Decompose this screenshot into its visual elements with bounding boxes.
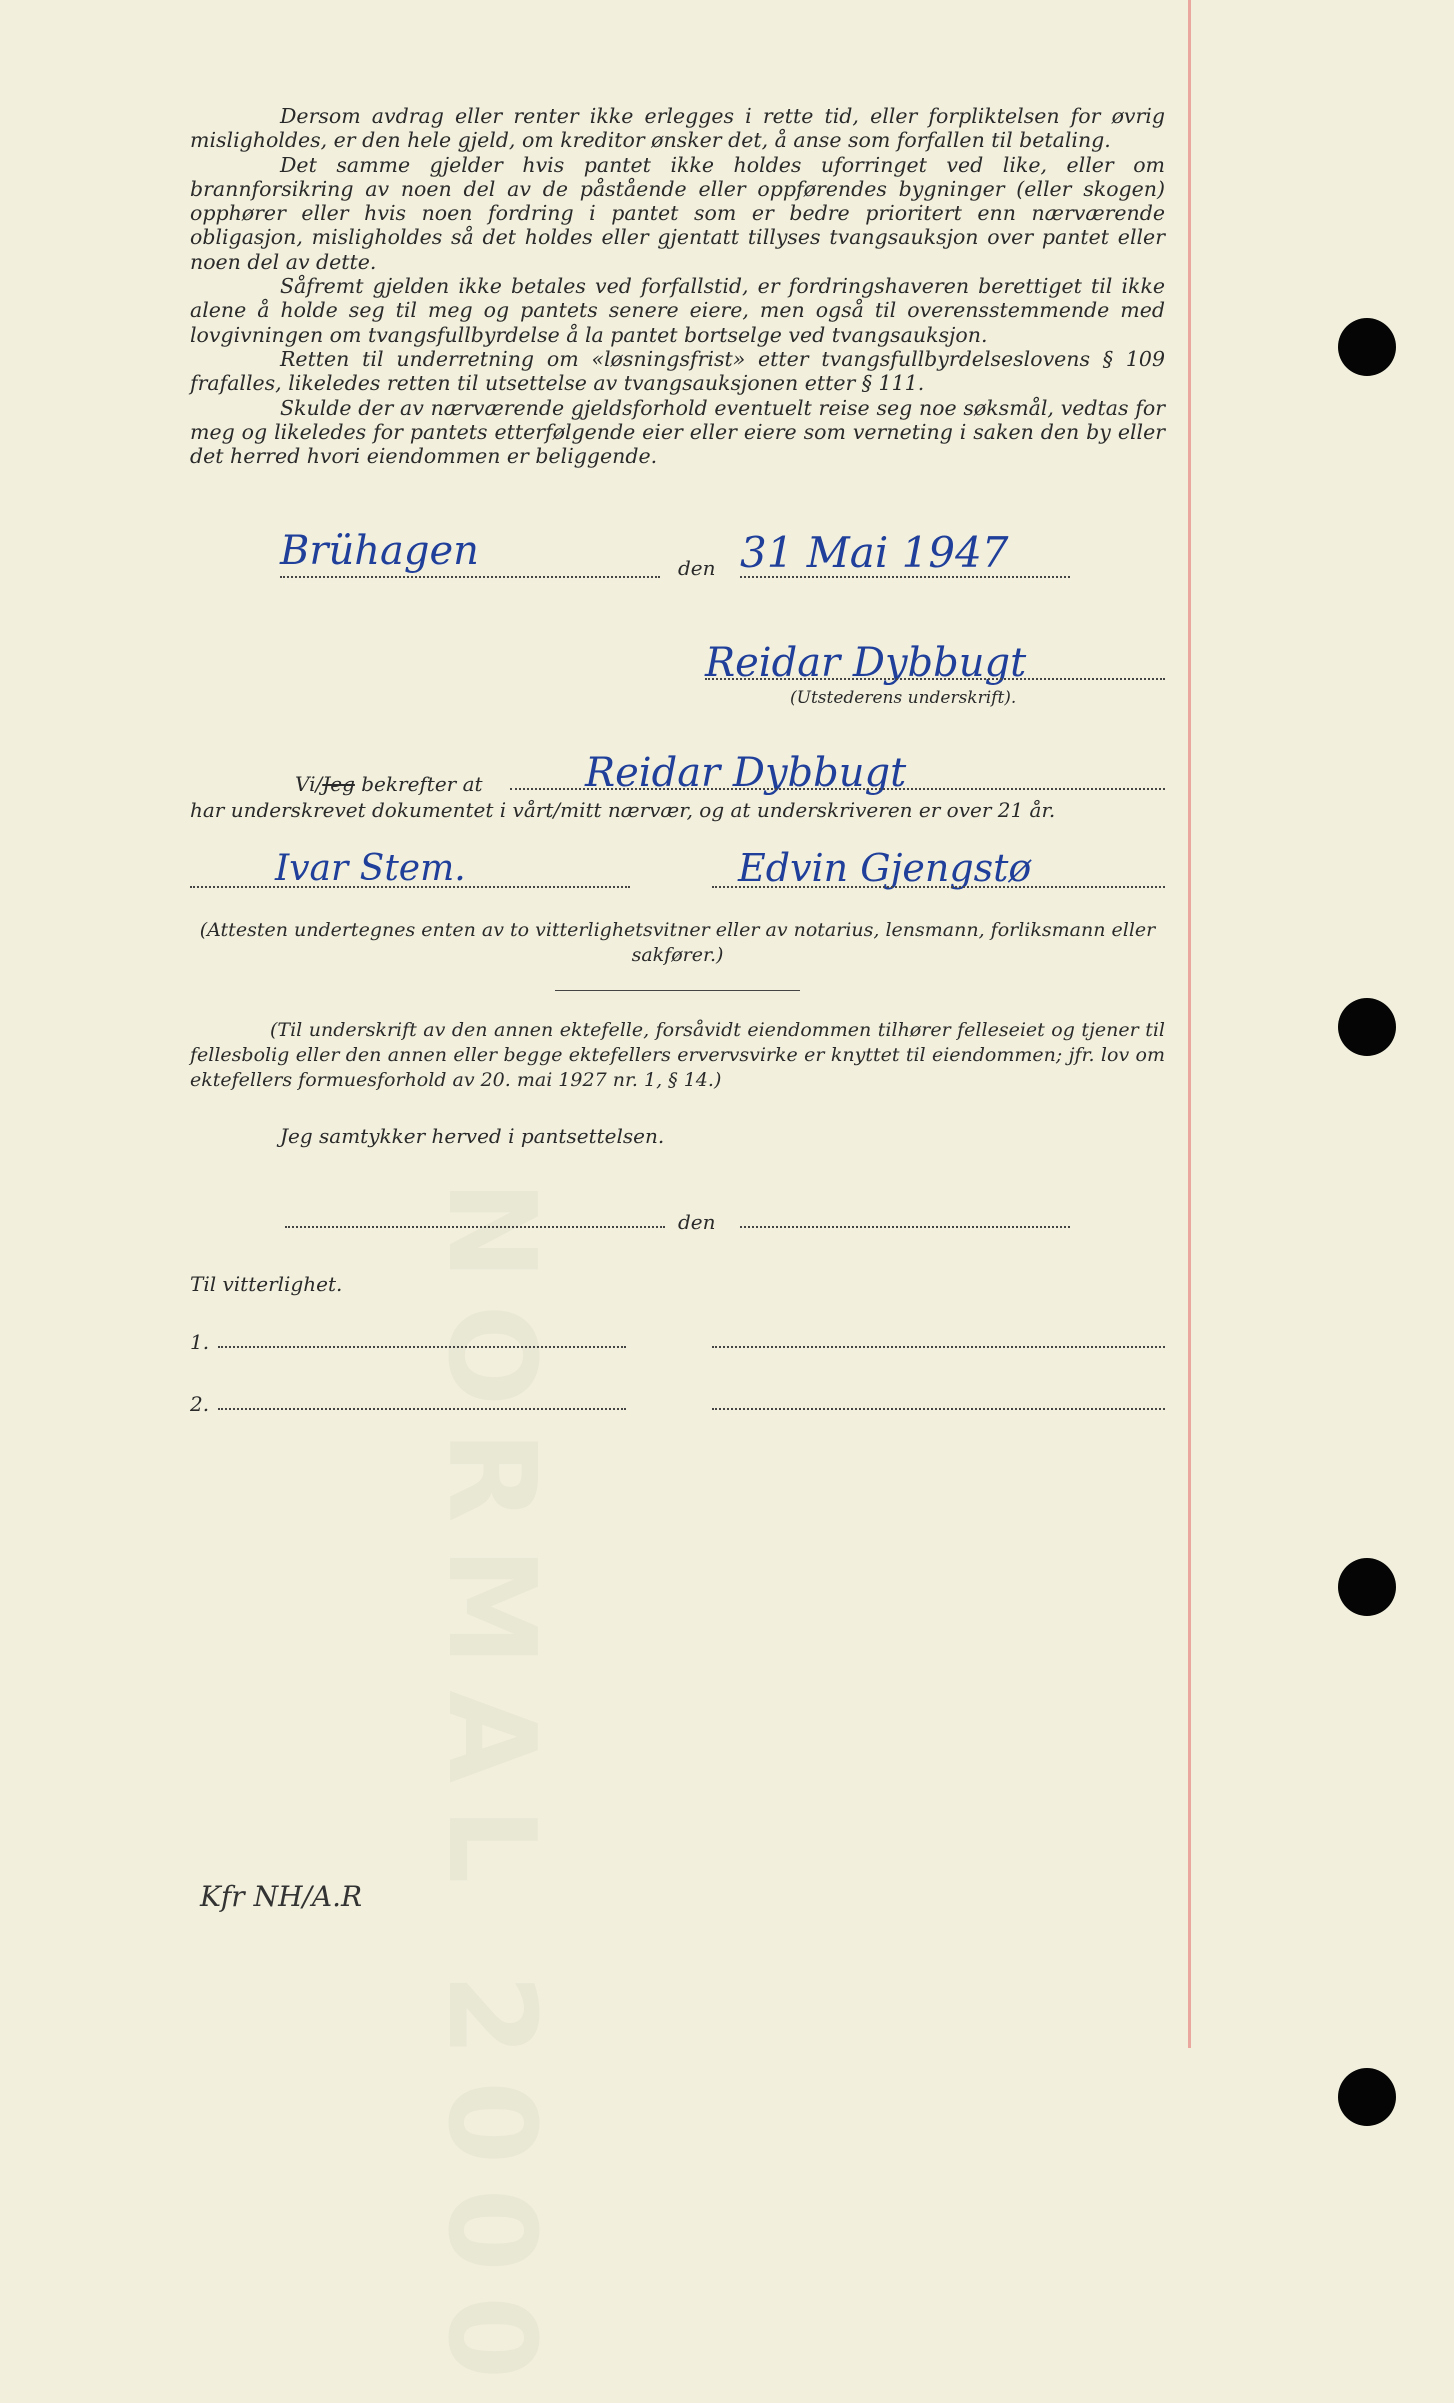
attest-note: (Attesten undertegnes enten av to vitterlighetsvitner eller av notarius, lensmann, forliksmann eller sakfører.) <box>199 919 1156 966</box>
terms-paragraph: Skulde der av nærværende gjeldsforhold eventuelt reise seg noe søksmål, vedtas for meg og likeledes for pantets etterfølgende eier eller eiere som verneting i saken den by eller det herred hvori eiendommen er beliggende. <box>190 395 1165 469</box>
den-label-2: den <box>678 1210 716 1234</box>
struck-word: Jeg <box>322 772 355 796</box>
den-label: den <box>678 556 716 580</box>
consent-place-dotted-line <box>285 1226 665 1228</box>
terms-text <box>190 104 1165 468</box>
date-dotted-line <box>740 576 1070 578</box>
witness-signature-1: Ivar Stem. <box>275 848 466 889</box>
divider <box>555 990 800 991</box>
witness-line-2-left <box>218 1408 626 1410</box>
signature-dotted-line <box>705 678 1165 680</box>
confirm-line2: har underskrevet dokumentet i vårt/mitt nærvær, og at underskriveren er over 21 år. <box>190 798 1056 822</box>
issuer-caption: (Utstederens underskrift). <box>790 688 1017 708</box>
punch-hole <box>1338 2068 1396 2126</box>
witness-number-1: 1. <box>190 1330 210 1354</box>
place-dotted-line <box>280 576 660 578</box>
witness-line-1-left <box>218 1346 626 1348</box>
margin-note: Kfr NH/A.R <box>200 1880 363 1913</box>
witness-signature-2: Edvin Gjengstø <box>738 846 1032 890</box>
terms-paragraph: Det samme gjelder hvis pantet ikke holdes uforringet ved like, eller om brannforsikring av noen del av de påstående eller oppførendes bygninger (eller skogen) opphører eller hvis noen fordring i pantet som er bedre prioritert enn nærværende obligasjon, misligholdes så det holdes eller gjentatt tillyses tvangsauksjon over pantet eller noen del av dette. <box>190 152 1165 274</box>
consent-text: Jeg samtykker herved i pantsettelsen. <box>280 1124 665 1148</box>
issuer-signature: Reidar Dybbugt <box>705 640 1027 686</box>
date-handwritten: 31 Mai 1947 <box>740 528 1009 577</box>
consent-date-dotted-line <box>740 1226 1070 1228</box>
witness-dotted-line-2 <box>712 886 1165 888</box>
witness-heading: Til vitterlighet. <box>190 1272 343 1296</box>
margin-line <box>1188 0 1191 2048</box>
spouse-note: (Til underskrift av den annen ektefelle, forsåvidt eiendommen tilhører felleseiet og tjener til fellesbolig eller den annen eller begge ektefellers ervervsvirke er knyttet til eiendommen; jfr. lov om ektefellers formuesforhold av 20. mai 1927 nr. 1, § 14.) <box>190 1019 1165 1091</box>
place-handwritten: Brühagen <box>280 528 479 574</box>
punch-hole <box>1338 998 1396 1056</box>
punch-hole <box>1338 318 1396 376</box>
witness-line-1-right <box>712 1346 1165 1348</box>
terms-paragraph: Såfremt gjelden ikke betales ved forfallstid, er fordringshaveren berettiget til ikke alene å holde seg til meg og pantets senere eiere, men også til overensstemmende med lovgivningen om tvangsfullbyrdelse å la pantet bortselge ved tvangsauksjon. <box>190 274 1165 347</box>
confirm-label: Vi/Jeg bekrefter at <box>295 772 483 796</box>
terms-paragraph: Dersom avdrag eller renter ikke erlegges i rette tid, eller forpliktelsen for øvrig misligholdes, er den hele gjeld, om kreditor ønsker det, å anse som forfallen til betaling. <box>190 104 1165 153</box>
punch-hole <box>1338 1558 1396 1616</box>
confirm-name-handwritten: Reidar Dybbugt <box>585 750 907 796</box>
witness-dotted-line-1 <box>190 886 630 888</box>
watermark: NORMAL 2000 <box>421 1180 560 2403</box>
terms-paragraph: Retten til underretning om «løsningsfrist» etter tvangsfullbyrdelseslovens § 109 frafalles, likeledes retten til utsettelse av tvangsauksjonen etter § 111. <box>190 346 1165 396</box>
confirm-dotted-line <box>510 788 1165 790</box>
witness-number-2: 2. <box>190 1392 210 1416</box>
witness-line-2-right <box>712 1408 1165 1410</box>
